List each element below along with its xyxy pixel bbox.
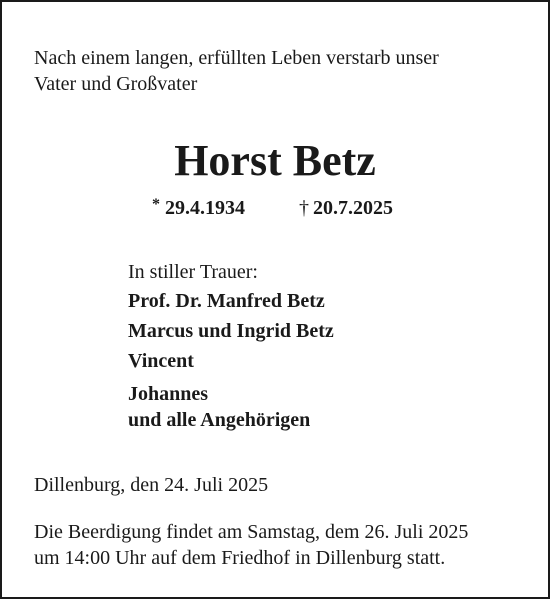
birth-star-icon: * <box>152 196 160 213</box>
mourner-name: Marcus und Ingrid Betz <box>128 320 334 342</box>
birth-date-value: 29.4.1934 <box>165 197 245 219</box>
mourner-name: Johannes <box>128 383 209 405</box>
intro-line-1: Nach einem langen, erfüllten Leben verstarb unser <box>34 47 439 69</box>
funeral-info <box>34 519 534 571</box>
intro-line-2: Vater und Großvater <box>34 73 198 95</box>
funeral-line-2: um 14:00 Uhr auf dem Friedhof in Dillenburg statt. <box>34 547 446 569</box>
mourner-name: Vincent <box>128 350 194 372</box>
death-date <box>299 195 393 221</box>
death-cross-icon: † <box>299 197 309 219</box>
mourner-name: und alle Angehörigen <box>128 409 311 431</box>
funeral-line-1: Die Beerdigung findet am Samstag, dem 26. Juli 2025 <box>34 521 469 543</box>
place-and-date: Dillenburg, den 24. Juli 2025 <box>34 474 269 496</box>
mourner-name: Prof. Dr. Manfred Betz <box>128 290 325 312</box>
mourning-heading: In stiller Trauer: <box>128 261 258 283</box>
birth-date <box>152 195 245 223</box>
death-date-value: 20.7.2025 <box>313 197 393 219</box>
deceased-name: Horst Betz <box>174 136 376 185</box>
intro-text <box>34 45 524 97</box>
